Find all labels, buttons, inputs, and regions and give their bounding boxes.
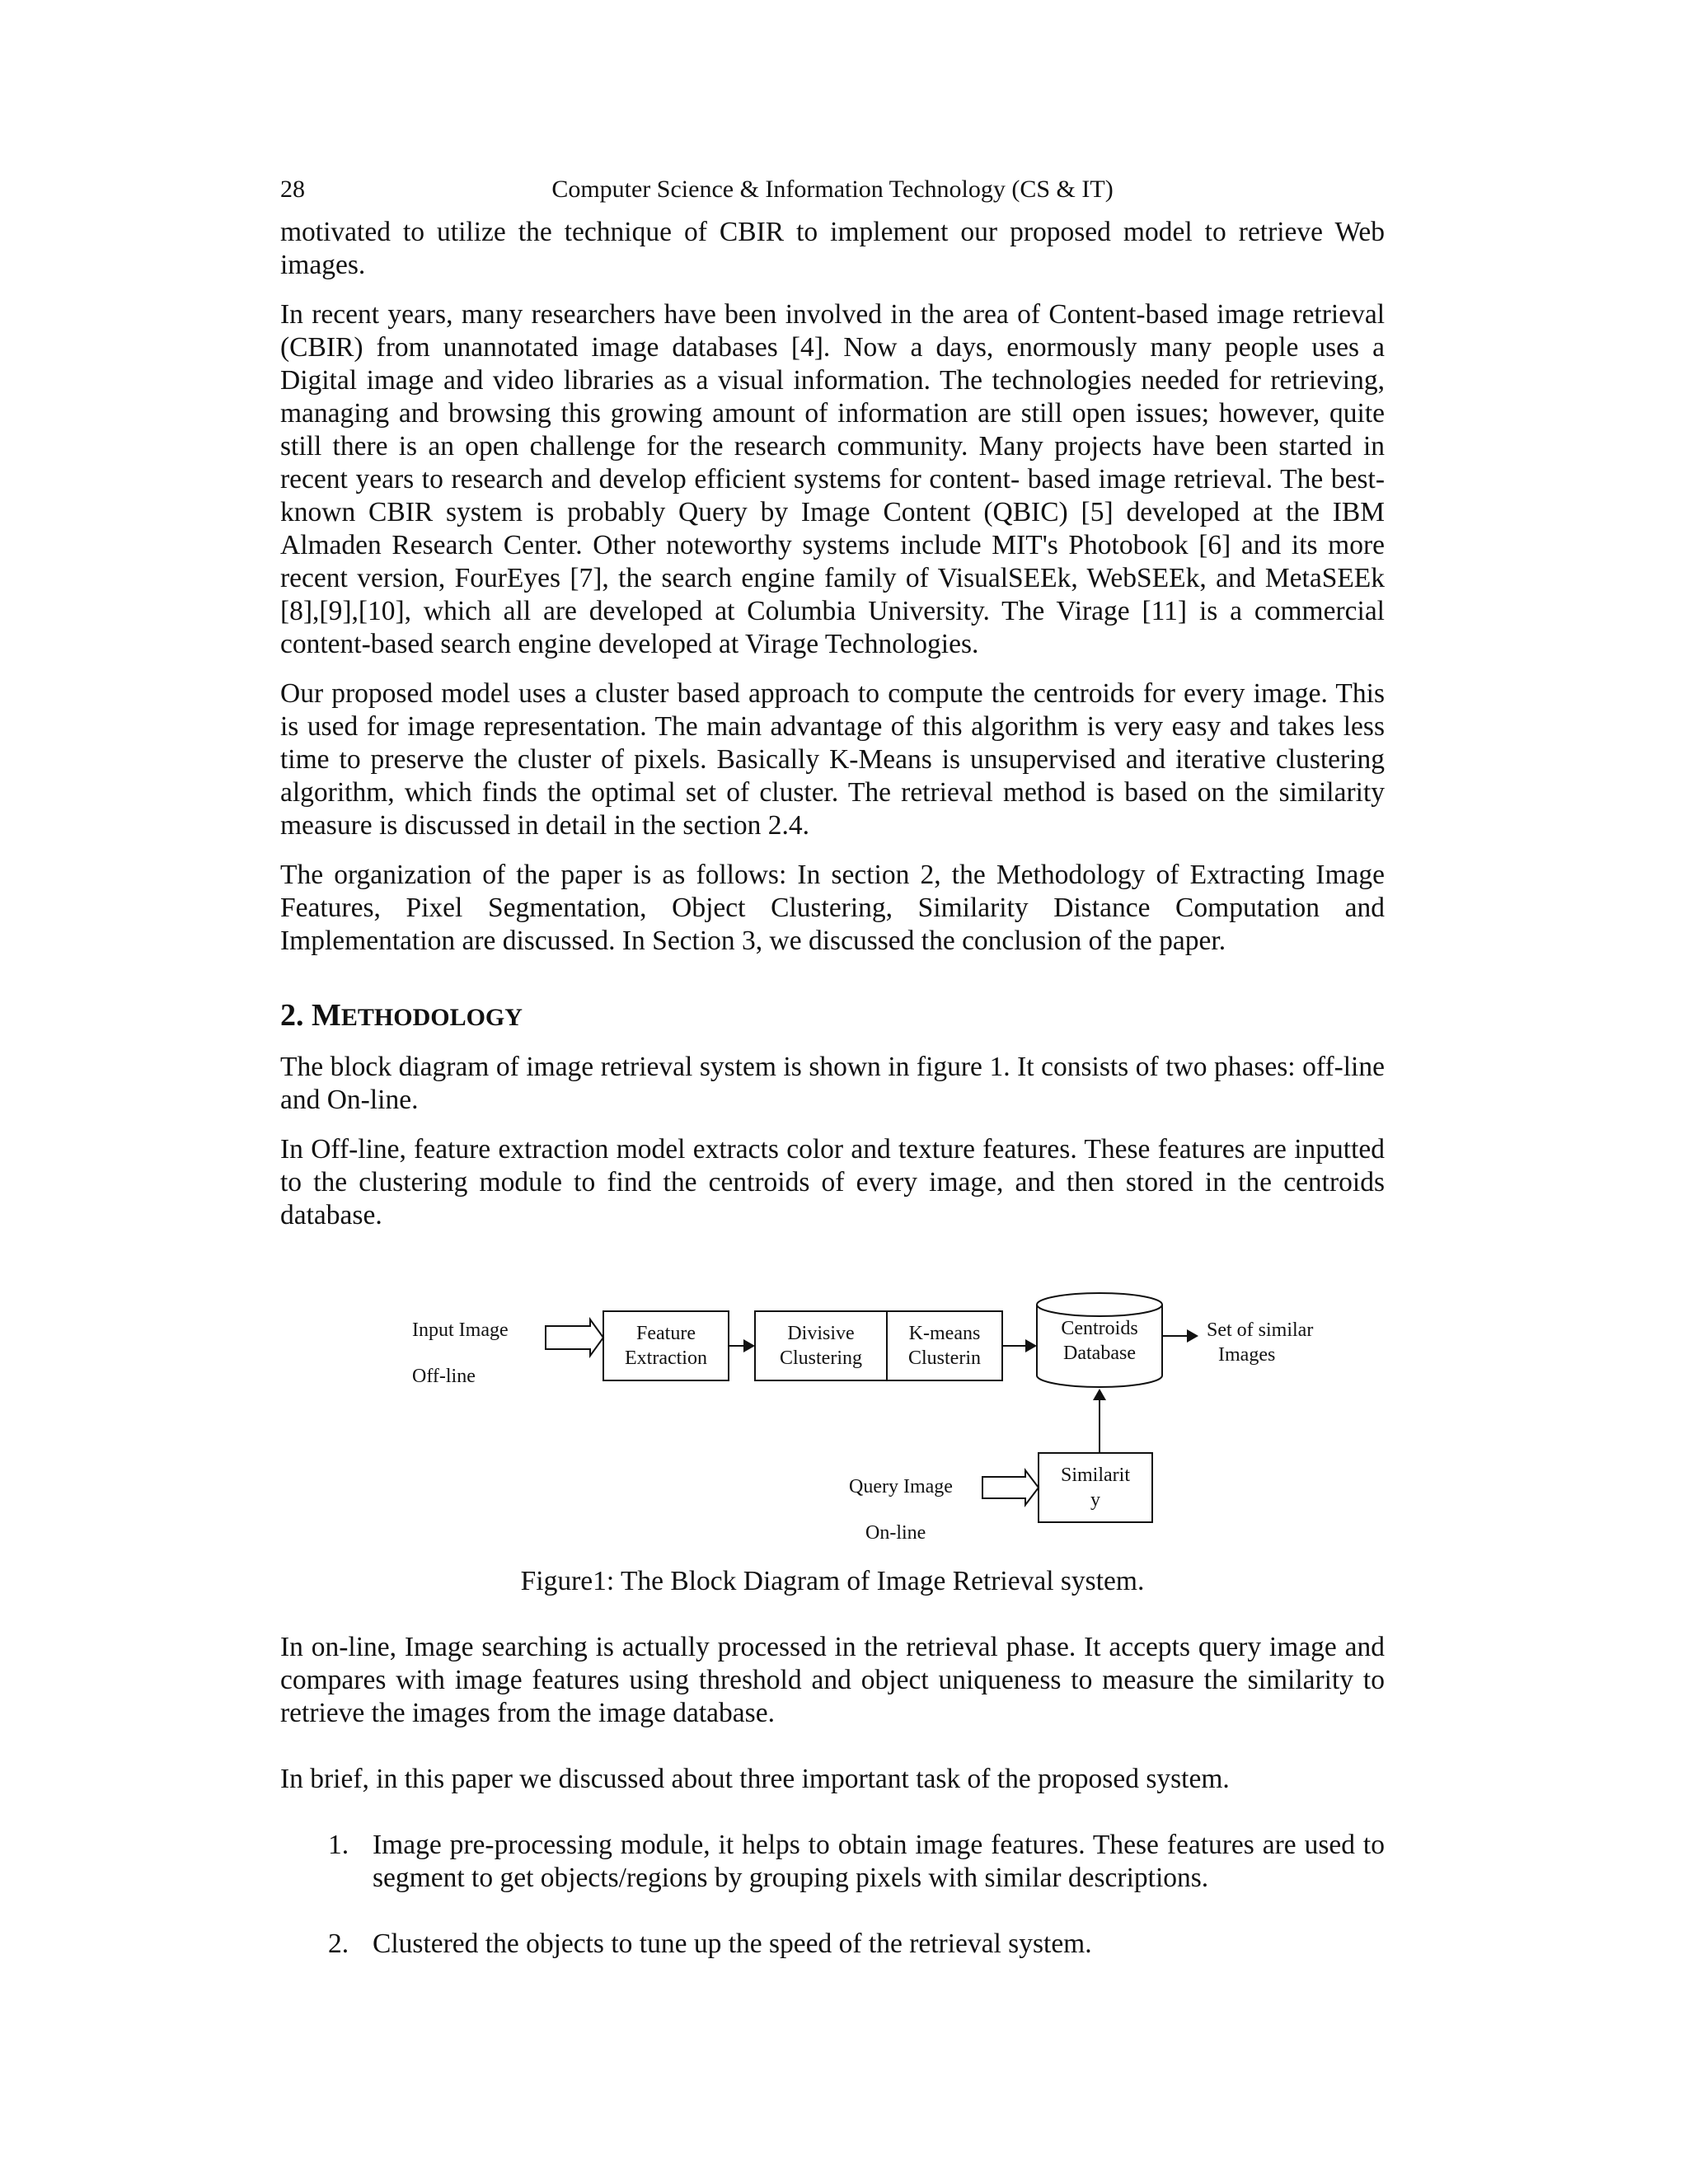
arrowhead-fe-dc xyxy=(743,1339,755,1352)
similar-images-label-1: Set of similar xyxy=(1207,1319,1314,1341)
kmeans-label-1: K-means xyxy=(908,1323,981,1344)
similarity-label-2: y xyxy=(1090,1489,1100,1511)
centroids-label-2: Database xyxy=(1063,1343,1136,1364)
paragraph: In recent years, many researchers have been involved in the area of Content-based image retrieval (CBIR) from unannotated image databases [4]. Now a days, enormously many people uses a Digital image and video libraries as a visual information. The technologies needed for retrieving, managing and browsing this growing amount of information are still open issues; however, quite still there is an open challenge for the research community. Many projects have been started in recent years to research and develop efficient systems for content- based image retrieval. The best-known CBIR system is probably Query by Image Content (QBIC) [5] developed at the IBM Almaden Research Center. Other noteworthy systems include MIT's Photobook [6] and its more recent version, FourEyes [7], the search engine family of VisualSEEk, WebSEEk, and MetaSEEk [8],[9],[10], which all are developed at Columbia University. The Virage [11] is a commercial content-based search engine developed at Virage Technologies. xyxy=(280,299,1385,659)
section-number: 2. xyxy=(280,998,304,1033)
block-diagram xyxy=(280,1273,1385,1545)
paragraph: In on-line, Image searching is actually processed in the retrieval phase. It accepts query image and compares with image features using threshold and object uniqueness to measure the similarity to retrieve the images from the image database. xyxy=(280,1632,1385,1728)
page-number: 28 xyxy=(280,176,305,203)
task-list xyxy=(280,1829,1385,1961)
divisive-label-2: Clustering xyxy=(780,1347,862,1369)
list-item-number: 2. xyxy=(328,1929,349,1959)
journal-title: Computer Science & Information Technology (CS & IT) xyxy=(551,176,1114,203)
arrowhead-sim-db xyxy=(1093,1389,1106,1400)
divisive-label-1: Divisive xyxy=(787,1323,855,1344)
similarity-label-1: Similarit xyxy=(1061,1465,1130,1486)
input-image-label: Input Image xyxy=(412,1319,509,1341)
list-item-text: Image pre-processing module, it helps to obtain image features. These features are used to segment to get objects/regions by grouping pixels with similar descriptions. xyxy=(373,1830,1385,1893)
kmeans-label-2: Clusterin xyxy=(908,1347,981,1369)
section-title-initial: M xyxy=(312,998,341,1033)
centroids-label-1: Centroids xyxy=(1061,1318,1138,1339)
block-diagram-graphic xyxy=(280,1273,1385,1545)
query-image-label: Query Image xyxy=(849,1476,953,1497)
page-body xyxy=(280,216,1385,1994)
arrowhead-km-db xyxy=(1025,1339,1037,1352)
paragraph: The block diagram of image retrieval system is shown in figure 1. It consists of two phases: off-line and On-line. xyxy=(280,1052,1385,1115)
paragraph: In brief, in this paper we discussed about three important task of the proposed system. xyxy=(280,1764,1230,1794)
input-hollow-arrow xyxy=(546,1319,603,1356)
query-hollow-arrow xyxy=(982,1470,1039,1505)
figure-caption: Figure1: The Block Diagram of Image Retrieval system. xyxy=(520,1566,1145,1596)
list-item xyxy=(280,1829,1385,1895)
section-title-rest: ETHODOLOGY xyxy=(340,1004,523,1031)
feature-extraction-label-2: Extraction xyxy=(625,1347,707,1369)
offline-label: Off-line xyxy=(412,1366,476,1387)
section-heading xyxy=(280,997,1385,1036)
feature-extraction-label-1: Feature xyxy=(636,1323,696,1344)
online-label: On-line xyxy=(865,1522,926,1544)
list-item-text: Clustered the objects to tune up the speed of the retrieval system. xyxy=(373,1929,1092,1959)
page-header xyxy=(280,171,1385,208)
paragraph: The organization of the paper is as follows: In section 2, the Methodology of Extracting Image Features, Pixel Segmentation, Object Clustering, Similarity Distance Computation and Implementation are discussed. In Section 3, we discussed the conclusion of the paper. xyxy=(280,860,1385,956)
paragraph: motivated to utilize the technique of CBIR to implement our proposed model to retrieve Web images. xyxy=(280,217,1385,280)
list-item-number: 1. xyxy=(328,1830,349,1860)
arrowhead-db-out xyxy=(1187,1329,1198,1343)
centroids-database-top xyxy=(1037,1293,1162,1316)
similar-images-label-2: Images xyxy=(1218,1344,1276,1366)
list-item xyxy=(280,1928,1385,1961)
paragraph: Our proposed model uses a cluster based approach to compute the centroids for every image. This is used for image representation. The main advantage of this algorithm is very easy and takes less time to preserve the cluster of pixels. Basically K-Means is unsupervised and iterative clustering algorithm, which finds the optimal set of cluster. The retrieval method is based on the similarity measure is discussed in detail in the section 2.4. xyxy=(280,678,1385,841)
paragraph: In Off-line, feature extraction model extracts color and texture features. These features are inputted to the clustering module to find the centroids of every image, and then stored in the centroids database. xyxy=(280,1134,1385,1230)
